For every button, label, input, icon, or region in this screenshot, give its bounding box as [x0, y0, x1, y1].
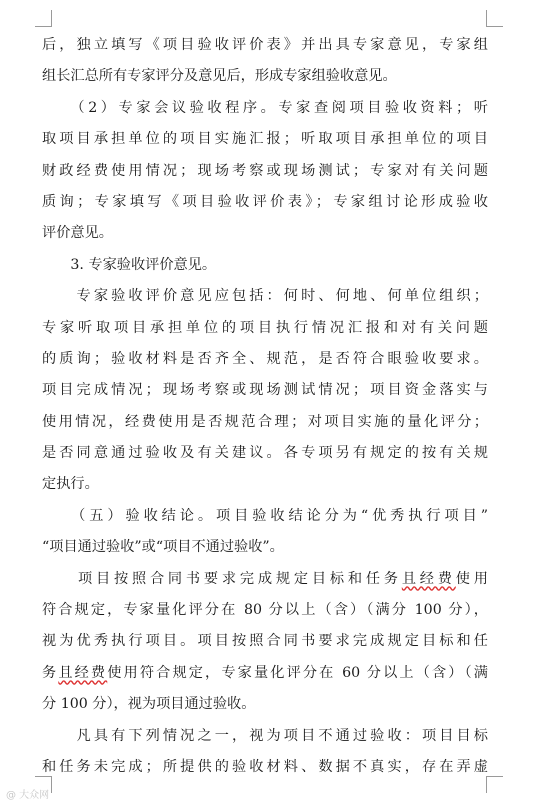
text-line: 定执行。 — [42, 476, 99, 493]
text-line: （2）专家会议验收程序。专家查阅项目验收资料；听 — [42, 99, 488, 116]
text-line: 专家验收评价意见应包括：何时、何地、何单位组织； — [42, 288, 488, 305]
text-line: 视为优秀执行项目。项目按照合同书要求完成规定目标和任 — [42, 633, 488, 650]
text-segment: 务 — [42, 664, 59, 681]
text-line: 使用情况，经费使用是否规范合理；对项目实施的量化评分； — [42, 413, 488, 430]
document-body — [42, 30, 488, 783]
text-line: 和任务未完成；所提供的验收材料、数据不真实，存在弄虚 — [42, 758, 488, 775]
para-evaluation-content — [42, 281, 488, 501]
text-segment: 项目按照合同书要求完成规定目标和任务 — [42, 570, 402, 587]
text-line: 凡具有下列情况之一，视为项目不通过验收：项目目标 — [42, 727, 488, 744]
spellcheck-marked-text: 且经费 — [401, 570, 456, 587]
margin-corner-top-left — [35, 10, 52, 27]
para-fail-criteria — [42, 721, 488, 784]
text-line: “项目通过验收”或“项目不通过验收”。 — [42, 539, 284, 556]
margin-corner-bottom-right — [486, 776, 503, 793]
text-line: 专家听取项目承担单位的项目执行情况汇报和对有关问题 — [42, 319, 488, 336]
margin-corner-top-right — [486, 10, 503, 27]
para-excellent-criteria — [42, 564, 488, 721]
text-segment: 使用符合规定，专家量化评分在 60 分以上（含）（满 — [107, 664, 488, 681]
text-line: 是否同意通过验收及有关建议。各专项另有规定的按有关规 — [42, 445, 488, 462]
para-expert-opinion-tail — [42, 30, 488, 93]
text-line: 取项目承担单位的项目实施汇报；听取项目承担单位的项目 — [42, 131, 488, 148]
text-line: （五）验收结论。项目验收结论分为“优秀执行项目” — [42, 507, 488, 524]
spellcheck-marked-text: 且经费 — [58, 664, 108, 681]
text-line — [42, 658, 488, 689]
para-heading-3 — [42, 250, 488, 281]
text-line — [42, 564, 488, 595]
text-line: 后，独立填写《项目验收评价表》并出具专家意见，专家组 — [42, 37, 488, 53]
text-line: 分 100 分），视为项目通过验收。 — [42, 696, 256, 713]
para-meeting-procedure — [42, 93, 488, 250]
text-line: 的质询；验收材料是否齐全、规范，是否符合眼验收要求。 — [42, 350, 488, 367]
text-line: 项目完成情况；现场考察或现场测试情况；项目资金落实与 — [42, 382, 488, 399]
text-line: 财政经费使用情况；现场考察或现场测试；专家对有关问题 — [42, 162, 488, 179]
text-line: 质询；专家填写《项目验收评价表》；专家组讨论形成验收 — [42, 193, 488, 210]
text-line: 评价意见。 — [42, 225, 113, 242]
text-line: 3. 专家验收评价意见。 — [42, 256, 217, 273]
watermark: @ 大众网 — [6, 790, 50, 801]
text-line: 符合规定，专家量化评分在 80 分以上（含）（满分 100 分）， — [42, 602, 488, 619]
text-line: 组长汇总所有专家评分及意见后，形成专家组验收意见。 — [42, 68, 397, 85]
para-conclusion — [42, 501, 488, 564]
text-segment: 使用 — [455, 570, 488, 587]
